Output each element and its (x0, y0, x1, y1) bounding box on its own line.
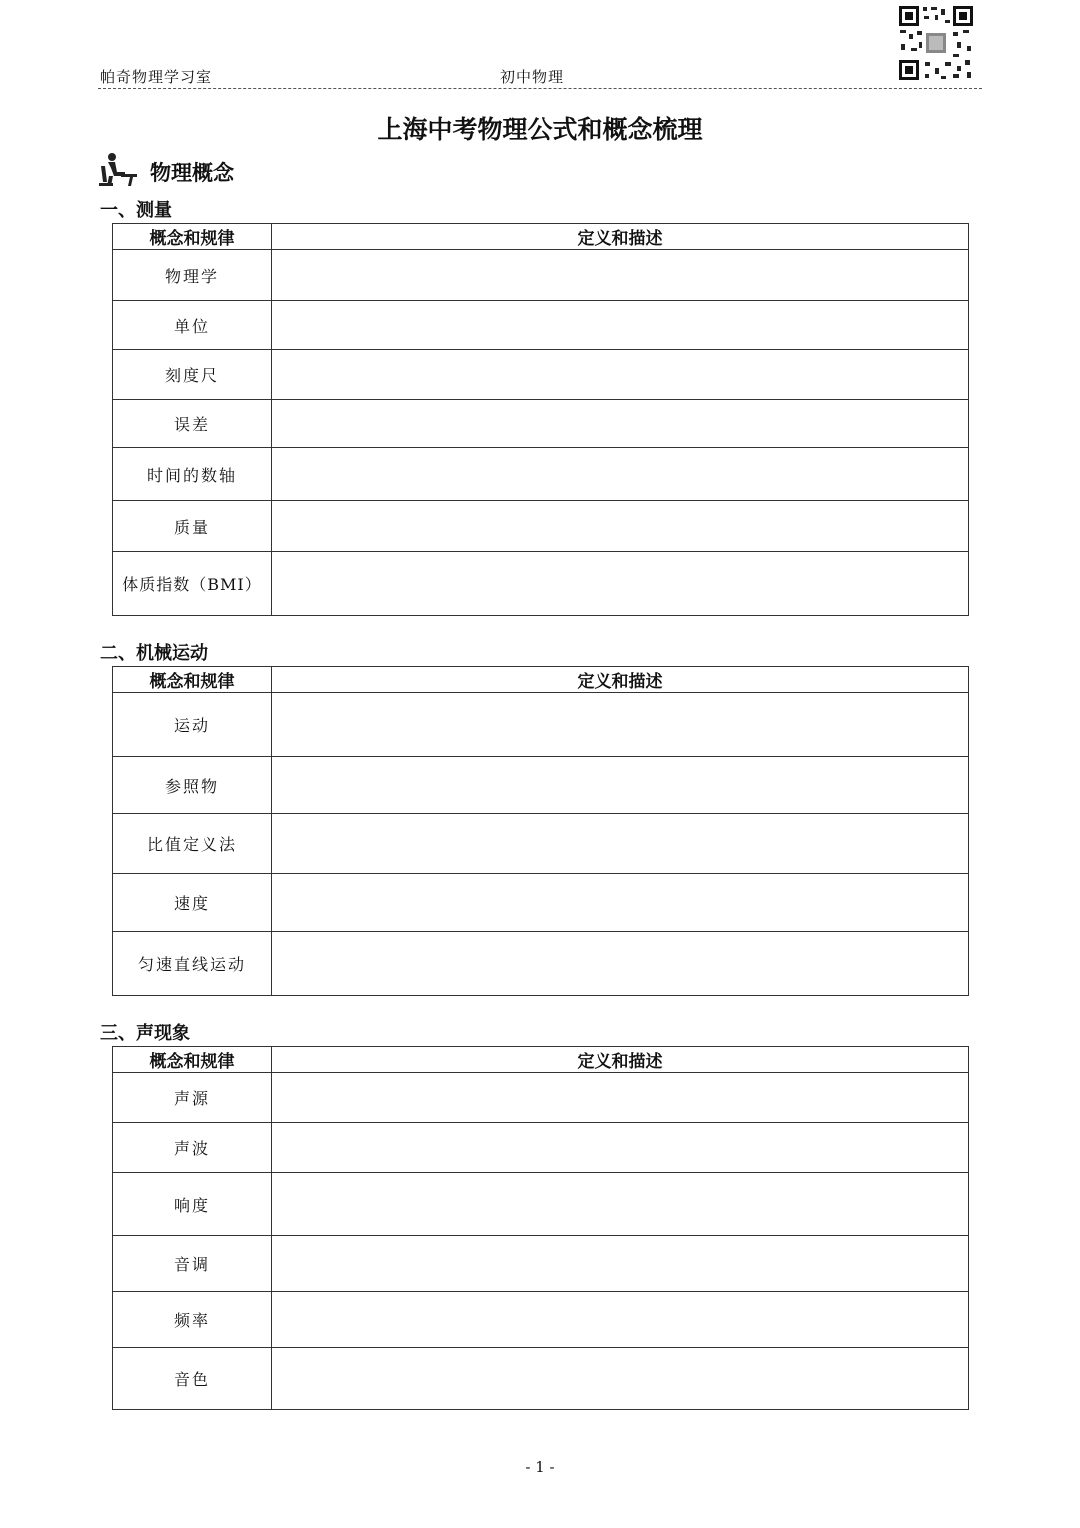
concept-heading: 物理概念 (150, 161, 234, 185)
description-cell[interactable] (272, 400, 969, 448)
header-center: 初中物理 (500, 68, 565, 86)
header-term: 概念和规律 (113, 224, 272, 250)
table-header-row (113, 224, 969, 250)
table-row (113, 301, 969, 350)
term-cell: 误差 (113, 400, 272, 448)
page-title: 上海中考物理公式和概念梳理 (377, 115, 703, 144)
term-cell: 体质指数（BMI） (113, 552, 272, 616)
section-title-measurement: 一、测量 (100, 200, 172, 221)
header-desc: 定义和描述 (272, 667, 969, 693)
table-row (113, 1236, 969, 1292)
header-left: 帕奇物理学习室 (100, 68, 213, 86)
table-header-row (113, 667, 969, 693)
table-header-row (113, 1047, 969, 1073)
term-cell: 匀速直线运动 (113, 932, 272, 996)
header-divider (98, 88, 982, 89)
table-row (113, 350, 969, 400)
table-row (113, 250, 969, 301)
term-cell: 音调 (113, 1236, 272, 1292)
description-cell[interactable] (272, 350, 969, 400)
term-cell: 速度 (113, 874, 272, 932)
term-cell: 比值定义法 (113, 814, 272, 874)
description-cell[interactable] (272, 1292, 969, 1348)
page-number: - 1 - (525, 1458, 555, 1476)
table-row (113, 932, 969, 996)
table-row (113, 501, 969, 552)
section-title-sound: 三、声现象 (100, 1023, 190, 1044)
table-row (113, 1173, 969, 1236)
term-cell: 时间的数轴 (113, 448, 272, 501)
term-cell: 刻度尺 (113, 350, 272, 400)
term-cell: 声波 (113, 1123, 272, 1173)
table-row (113, 552, 969, 616)
term-cell: 响度 (113, 1173, 272, 1236)
description-cell[interactable] (272, 1236, 969, 1292)
table-row (113, 814, 969, 874)
table-row (113, 1292, 969, 1348)
description-cell[interactable] (272, 1348, 969, 1410)
description-cell[interactable] (272, 552, 969, 616)
description-cell[interactable] (272, 1073, 969, 1123)
motion-table (112, 666, 969, 996)
table-row (113, 757, 969, 814)
description-cell[interactable] (272, 448, 969, 501)
description-cell[interactable] (272, 874, 969, 932)
term-cell: 运动 (113, 693, 272, 757)
header-term: 概念和规律 (113, 1047, 272, 1073)
table-row (113, 1123, 969, 1173)
sound-table (112, 1046, 969, 1410)
term-cell: 单位 (113, 301, 272, 350)
description-cell[interactable] (272, 814, 969, 874)
section-title-mechanical-motion: 二、机械运动 (100, 643, 208, 664)
term-cell: 质量 (113, 501, 272, 552)
table-row (113, 693, 969, 757)
term-cell: 物理学 (113, 250, 272, 301)
table-row (113, 874, 969, 932)
description-cell[interactable] (272, 301, 969, 350)
term-cell: 音色 (113, 1348, 272, 1410)
table-row (113, 448, 969, 501)
description-cell[interactable] (272, 757, 969, 814)
description-cell[interactable] (272, 693, 969, 757)
term-cell: 声源 (113, 1073, 272, 1123)
description-cell[interactable] (272, 1173, 969, 1236)
description-cell[interactable] (272, 932, 969, 996)
description-cell[interactable] (272, 1123, 969, 1173)
person-at-desk-icon (97, 152, 139, 188)
header-desc: 定义和描述 (272, 1047, 969, 1073)
term-cell: 频率 (113, 1292, 272, 1348)
description-cell[interactable] (272, 250, 969, 301)
measurement-table (112, 223, 969, 616)
header-desc: 定义和描述 (272, 224, 969, 250)
table-row (113, 1348, 969, 1410)
header-term: 概念和规律 (113, 667, 272, 693)
description-cell[interactable] (272, 501, 969, 552)
table-row (113, 1073, 969, 1123)
qr-code-icon (897, 4, 975, 82)
table-row (113, 400, 969, 448)
term-cell: 参照物 (113, 757, 272, 814)
